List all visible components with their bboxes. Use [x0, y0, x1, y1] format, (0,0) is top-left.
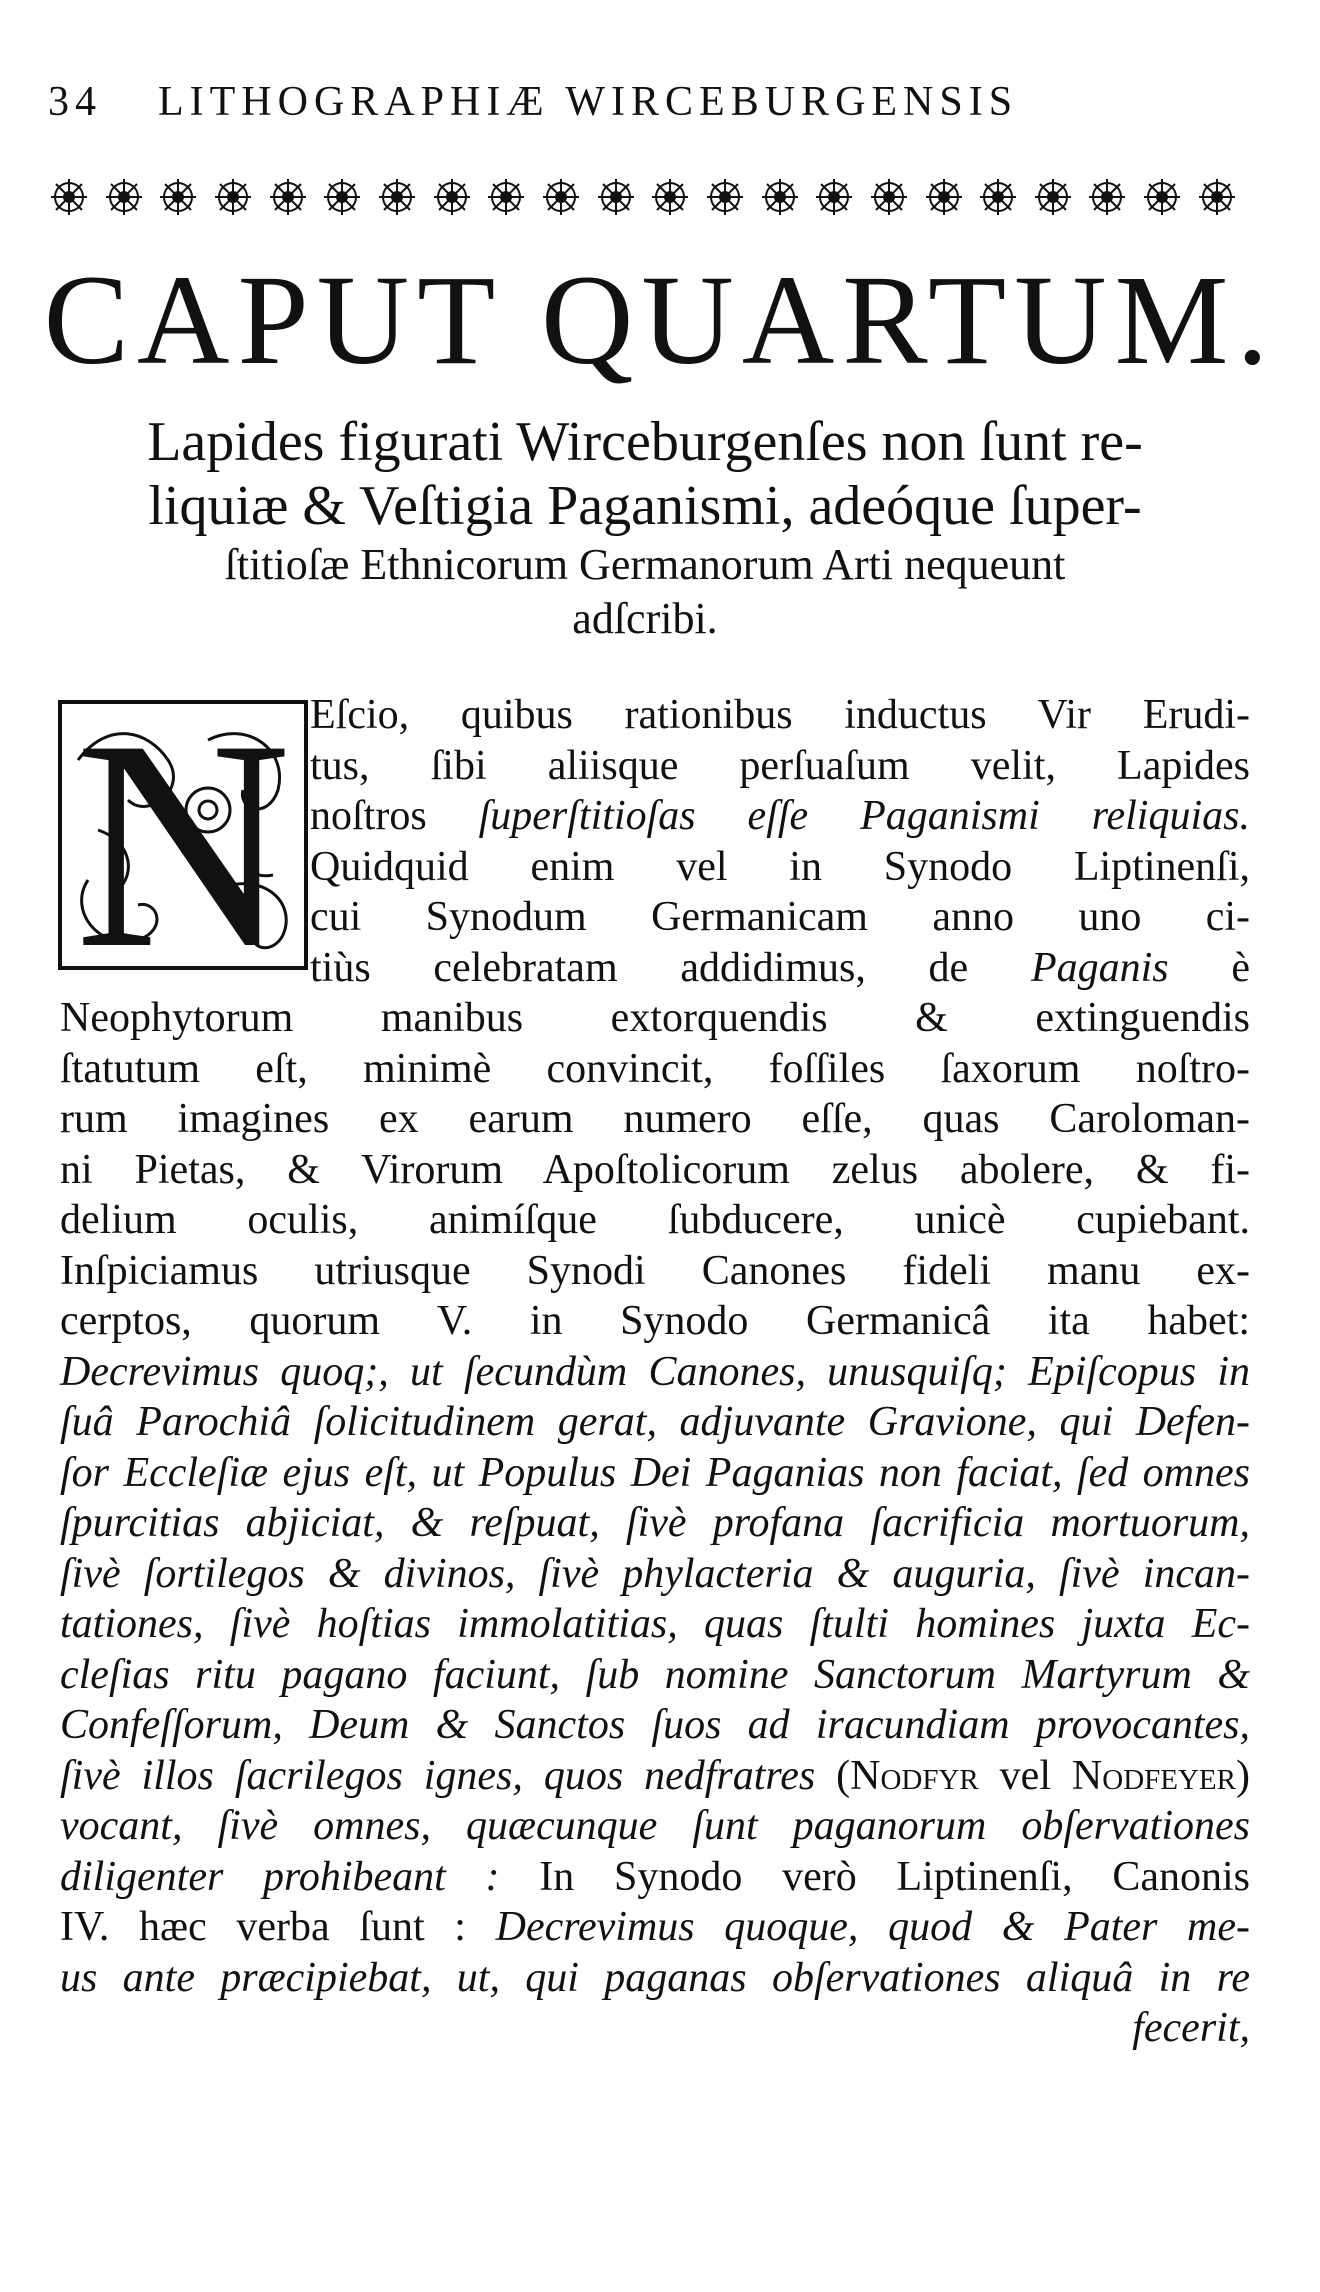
text-run: ): [1235, 1752, 1250, 1799]
subtitle-line: liquiæ & Veſtigia Paganismi, adeóque ſuper-: [148, 475, 1142, 537]
text-line: [60, 1296, 1250, 1346]
italic-run: ſuperſtitioſas eſſe Paganismi reliquias.: [478, 793, 1250, 839]
text-run: tus, ſibi aliisque perſuaſum velit, Lapides: [310, 742, 1250, 789]
text-line: [60, 1801, 1250, 1851]
text-run: IV. hæc verba ſunt :: [60, 1904, 496, 1950]
italic-run: Decrevimus quoq;, ut ſecundùm Canones, unusquiſq; Epiſcopus in: [60, 1348, 1250, 1395]
text-line: [60, 1347, 1250, 1397]
fleuron-ornament-icon: [923, 176, 965, 218]
text-run: noſtros: [310, 793, 479, 839]
text-run: è: [1168, 944, 1250, 991]
page-number: 34: [48, 79, 102, 125]
text-run: tiùs celebratam addidimus, de: [310, 944, 1031, 991]
text-line: [310, 892, 1250, 942]
text-run: Inſpiciamus utriusque Synodi Canones fideli manu ex-: [60, 1247, 1250, 1294]
italic-run: ſivè ſortilegos & divinos, ſivè phylacteria & auguria, ſivè incan-: [60, 1550, 1250, 1597]
italic-run: cleſias ritu pagano faciunt, ſub nomine Sanctorum Martyrum &: [60, 1651, 1250, 1698]
subtitle-line: Lapides figurati Wirceburgenſes non ſunt re-: [147, 411, 1143, 473]
text-run: cerptos, quorum V. in Synodo Germanicâ ita habet:: [60, 1298, 1250, 1344]
text-line: [60, 1094, 1250, 1144]
fleuron-ornament-icon: [321, 176, 363, 218]
fleuron-ornament-icon: [540, 176, 582, 218]
italic-run: vocant, ſivè omnes, quæcunque ſunt paganorum obſervationes: [60, 1803, 1250, 1849]
text-line: [60, 1852, 1250, 1902]
text-line: [310, 842, 1250, 892]
italic-run: Paganis: [1030, 944, 1169, 991]
italic-run: Decrevimus quoque, quod & Pater me-: [495, 1904, 1250, 1950]
fleuron-ornament-icon: [157, 176, 199, 218]
text-line: [310, 943, 1250, 993]
text-line: [60, 1700, 1250, 1750]
fleuron-ornament-icon: [376, 176, 418, 218]
italic-run: us ante præcipiebat, ut, qui paganas obſervationes aliquâ in re: [60, 1954, 1250, 2001]
subtitle-line: ſtitioſæ Ethnicorum Germanorum Arti nequeunt: [224, 540, 1066, 589]
fleuron-ornament-icon: [1032, 176, 1074, 218]
text-line: [60, 1498, 1250, 1548]
text-line: [60, 1751, 1250, 1801]
fleuron-ornament-icon: [1086, 176, 1128, 218]
small-caps-run: Nodfyr: [850, 1752, 979, 1799]
text-line: [60, 1246, 1250, 1296]
text-line: [310, 791, 1250, 841]
dropcap-letter: N: [74, 700, 292, 970]
text-run: (: [815, 1752, 851, 1799]
fleuron-ornament-icon: [759, 176, 801, 218]
decorated-initial-n-icon: [58, 700, 308, 970]
italic-run: ſivè illos ſacrilegos ignes, quos nedfratres: [60, 1752, 816, 1799]
text-line: [60, 1902, 1250, 1952]
text-run: ni Pietas, & Virorum Apoſtolicorum zelus abolere, & fi-: [60, 1146, 1250, 1193]
text-run: delium oculis, animíſque ſubducere, unicè cupiebant.: [60, 1197, 1250, 1243]
text-run: rum imagines ex earum numero eſſe, quas Caroloman-: [60, 1096, 1250, 1142]
fleuron-ornament-icon: [212, 176, 254, 218]
fleuron-ornament-icon: [704, 176, 746, 218]
text-run: cui Synodum Germanicam anno uno ci-: [310, 894, 1250, 940]
italic-run: tationes, ſivè hoſtias immolatitias, quas ſtulti homines juxta Ec-: [60, 1601, 1250, 1647]
text-line: [60, 1397, 1250, 1447]
subtitle-line: adſcribi.: [572, 594, 718, 643]
fleuron-ornament-icon: [103, 176, 145, 218]
small-caps-run: Nodfeyer: [1071, 1752, 1236, 1799]
italic-run: Confeſſorum, Deum & Sanctos ſuos ad iracundiam provocantes,: [60, 1702, 1250, 1748]
text-line: [60, 2003, 1250, 2053]
text-line: [310, 741, 1250, 791]
fleuron-ornament-icon: [813, 176, 855, 218]
fleuron-ornament-icon: [595, 176, 637, 218]
italic-run: ſor Eccleſiæ ejus eſt, ut Populus Dei Paganias non faciat, ſed omnes: [60, 1449, 1250, 1496]
italic-run: fecerit,: [1132, 2005, 1250, 2051]
chapter-title: CAPUT QUARTUM.: [43, 249, 1277, 391]
italic-run: ſuâ Parochiâ ſolicitudinem gerat, adjuvante Gravione, qui Defen-: [60, 1399, 1250, 1445]
text-line: [60, 1549, 1250, 1599]
text-run: Quidquid enim vel in Synodo Liptinenſi,: [310, 843, 1250, 890]
fleuron-ornament-icon: [649, 176, 691, 218]
text-line: [60, 1195, 1250, 1245]
running-title: LITHOGRAPHIÆ WIRCEBURGENSIS: [158, 79, 1019, 125]
fleuron-ornament-icon: [868, 176, 910, 218]
fleuron-ornament-icon: [267, 176, 309, 218]
text-line: [60, 1650, 1250, 1700]
italic-run: diligenter prohibeant :: [60, 1853, 500, 1900]
fleuron-ornament-icon: [1196, 176, 1238, 218]
text-line: [310, 690, 1250, 740]
ornament-band: [48, 172, 1238, 222]
running-head: [48, 78, 1148, 138]
fleuron-ornament-icon: [1141, 176, 1183, 218]
text-run: Neophytorum manibus extorquendis & extinguendis: [60, 995, 1250, 1041]
text-run: Eſcio, quibus rationibus inductus Vir Erudi-: [310, 692, 1250, 738]
text-run: ſtatutum eſt, minimè convincit, foſſiles ſaxorum noſtro-: [60, 1045, 1250, 1092]
text-line: [60, 1145, 1250, 1195]
text-line: [60, 1953, 1250, 2003]
text-run: In Synodo verò Liptinenſi, Canonis: [499, 1853, 1250, 1900]
text-line: [60, 1448, 1250, 1498]
text-line: [60, 993, 1250, 1043]
text-run: vel: [978, 1752, 1072, 1799]
fleuron-ornament-icon: [977, 176, 1019, 218]
italic-run: ſpurcitias abjiciat, & reſpuat, ſivè profana ſacrificia mortuorum,: [60, 1500, 1250, 1546]
fleuron-ornament-icon: [48, 176, 90, 218]
fleuron-ornament-icon: [485, 176, 527, 218]
text-line: [60, 1599, 1250, 1649]
text-line: [60, 1044, 1250, 1094]
fleuron-ornament-icon: [431, 176, 473, 218]
chapter-subtitle: [40, 410, 1250, 646]
